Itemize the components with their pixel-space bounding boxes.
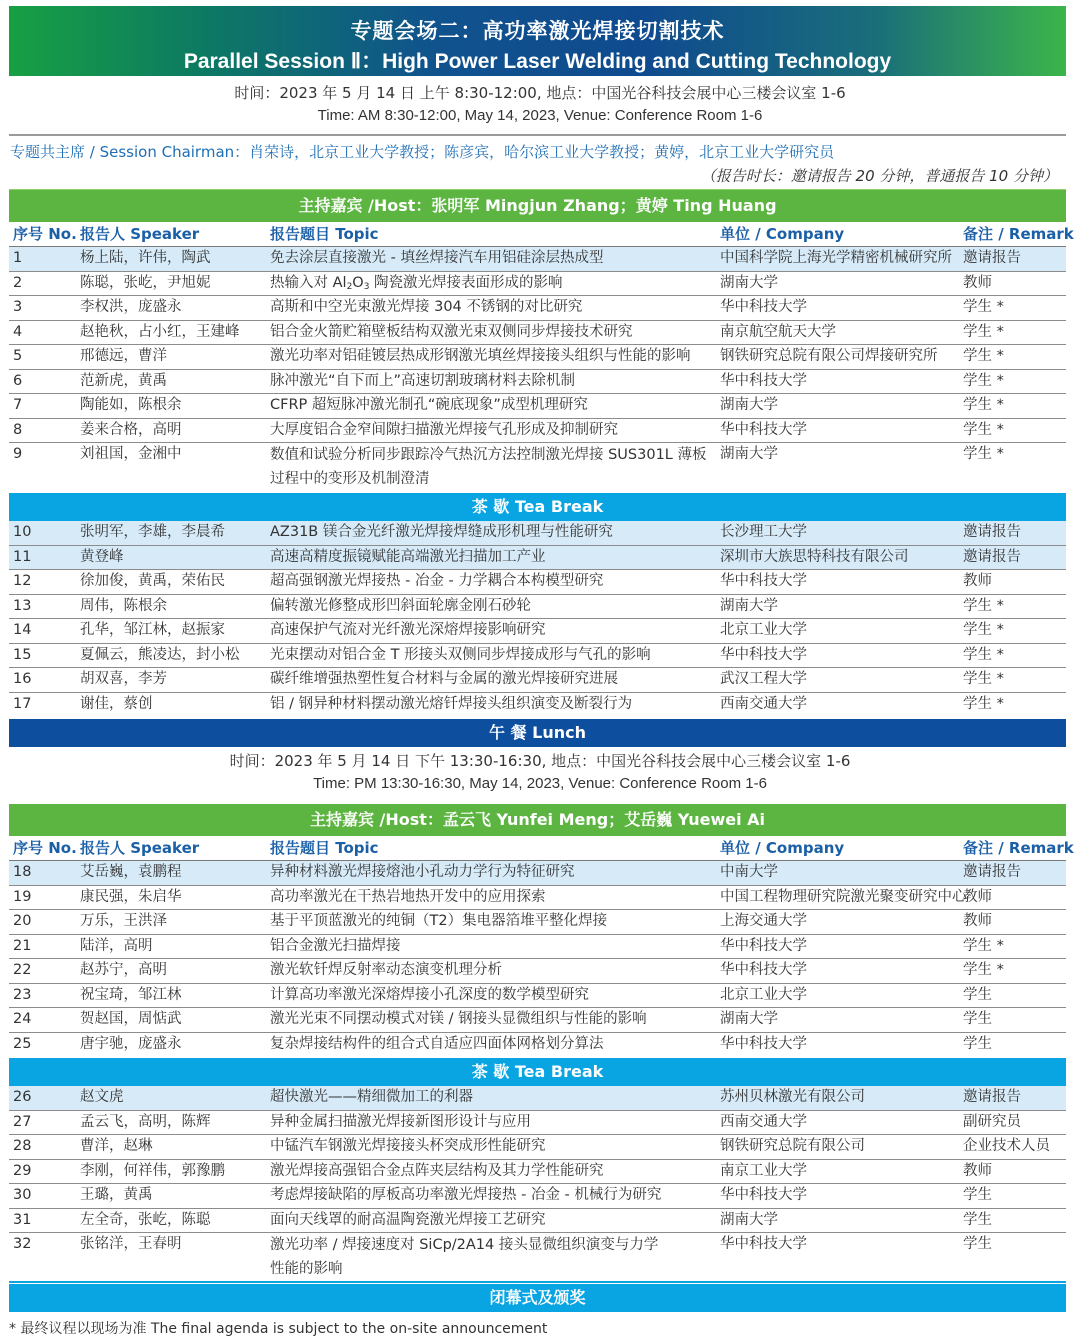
session-chairman: 专题共主席 / Session Chairman：肖荣诗，北京工业大学教授；陈彦宾，哈尔滨工业大学教授；黄婷，北京工业大学研究员 — [10, 143, 835, 161]
row-topic: 考虑焊接缺陷的厚板高功率激光焊接热 - 冶金 - 机械行为研究 — [270, 1187, 662, 1203]
row-speaker: 孟云飞，高明，陈辉 — [80, 1113, 211, 1130]
row-speaker: 贺赵国，周惦武 — [80, 1011, 182, 1027]
row-no: 1 — [13, 250, 23, 266]
row-speaker: 唐宇驰，庞盛永 — [80, 1035, 182, 1052]
row-company: 华中科技大学 — [720, 1035, 807, 1052]
col-remark: 备注 / Remark — [963, 225, 1074, 243]
row-no: 23 — [13, 986, 32, 1003]
col-company: 单位 / Company — [720, 839, 845, 857]
col-topic: 报告题目 Topic — [270, 225, 379, 243]
row-topic: 偏转激光修整成形凹斜面轮廓金刚石砂轮 — [270, 597, 531, 614]
row-no: 29 — [13, 1162, 32, 1179]
row-speaker: 康民强，朱启华 — [80, 888, 182, 905]
row-topic: 大厚度铝合金窄间隙扫描激光焊接气孔形成及抑制研究 — [270, 421, 618, 438]
row-no: 10 — [13, 524, 32, 540]
row-topic: 激光软钎焊反射率动态演变机理分析 — [270, 962, 502, 978]
row-speaker: 赵苏宁，高明 — [80, 962, 167, 978]
row-topic: 数值和试验分析同步跟踪冷气热沉方法控制激光焊接 SUS301L 薄板过程中的变形及机制澄清 — [270, 447, 707, 487]
row-topic: 铝合金激光扫描焊接 — [270, 937, 401, 954]
table-row — [9, 296, 1066, 321]
row-speaker: 周伟，陈根余 — [80, 597, 167, 614]
row-speaker: 徐加俊，黄禹，荣佑民 — [80, 573, 225, 589]
session-banner — [9, 6, 1066, 76]
row-company: 湖南大学 — [720, 274, 778, 291]
host-bar-afternoon: 主持嘉宾 /Host：孟云飞 Yunfei Meng；艾岳巍 Yuewei Ai — [9, 804, 1066, 836]
row-speaker: 夏佩云，熊凌达，封小松 — [80, 646, 240, 663]
row-topic — [270, 272, 563, 299]
row-remark: 学生 — [963, 986, 992, 1003]
row-speaker: 祝宝琦，邹江林 — [80, 986, 182, 1003]
table-row — [9, 419, 1066, 444]
row-topic: 高功率激光在干热岩地热开发中的应用探索 — [270, 888, 546, 905]
row-topic: 免去涂层直接激光 - 填丝焊接汽车用铝硅涂层热成型 — [270, 250, 604, 266]
row-remark: 学生 * — [963, 622, 1004, 638]
table-row — [9, 443, 1066, 492]
row-company: 上海交通大学 — [720, 913, 807, 929]
row-topic: 异种金属扫描激光焊接新图形设计与应用 — [270, 1113, 531, 1130]
row-topic: 异种材料激光焊接熔池小孔动力学行为特征研究 — [270, 864, 575, 880]
row-speaker: 范新虎，黄禹 — [80, 372, 167, 389]
row-no: 32 — [13, 1236, 32, 1252]
table-row — [9, 619, 1066, 644]
row-no: 13 — [13, 597, 32, 614]
tea-break-bar-1: 茶 歇 Tea Break — [9, 493, 1066, 521]
host-bar-morning: 主持嘉宾 /Host：张明军 Mingjun Zhang；黄婷 Ting Huang — [9, 190, 1066, 222]
row-no: 30 — [13, 1187, 32, 1203]
row-remark: 学生 * — [963, 299, 1004, 315]
row-remark: 教师 — [963, 888, 992, 905]
row-speaker: 李权洪，庞盛永 — [80, 299, 182, 315]
row-company: 湖南大学 — [720, 1211, 778, 1228]
row-topic: AZ31B 镁合金光纤激光焊接焊缝成形机理与性能研究 — [270, 524, 613, 540]
table-row — [9, 886, 1066, 911]
row-topic: 铝 / 钢异种材料摆动激光熔钎焊接头组织演变及断裂行为 — [270, 695, 633, 712]
row-speaker: 陶能如，陈根余 — [80, 397, 182, 413]
row-no: 11 — [13, 548, 32, 565]
row-speaker: 杨上陆，许伟，陶武 — [80, 250, 211, 266]
table-row — [9, 1209, 1066, 1234]
topic-subscript: 3 — [363, 281, 370, 292]
table-row — [9, 272, 1066, 297]
row-company: 苏州贝林激光有限公司 — [720, 1089, 865, 1105]
row-company: 华中科技大学 — [720, 573, 807, 589]
row-remark: 学生 * — [963, 671, 1004, 687]
col-no: 序号 No. — [13, 225, 77, 243]
row-remark: 邀请报告 — [963, 548, 1021, 565]
row-no: 18 — [13, 864, 32, 880]
row-company: 湖南大学 — [720, 446, 778, 462]
col-remark: 备注 / Remark — [963, 839, 1074, 857]
table-row — [9, 1111, 1066, 1136]
row-speaker: 黄登峰 — [80, 548, 124, 565]
row-topic: 光束摆动对铝合金 T 形接头双侧同步焊接成形与气孔的影响 — [270, 646, 651, 663]
row-company: 长沙理工大学 — [720, 524, 807, 540]
row-company: 湖南大学 — [720, 397, 778, 413]
row-remark: 学生 * — [963, 597, 1004, 614]
table-row — [9, 935, 1066, 960]
row-remark: 学生 * — [963, 646, 1004, 663]
table-row — [9, 595, 1066, 620]
row-company: 华中科技大学 — [720, 1187, 807, 1203]
row-company: 湖南大学 — [720, 1011, 778, 1027]
row-company: 西南交通大学 — [720, 695, 807, 712]
row-company: 华中科技大学 — [720, 962, 807, 978]
divider — [9, 134, 1066, 136]
row-topic: 激光功率 / 焊接速度对 SiCp/2A14 接头显微组织演变与力学性能的影响 — [270, 1237, 659, 1277]
row-remark: 学生 * — [963, 348, 1004, 364]
row-company: 中南大学 — [720, 864, 778, 880]
table-row — [9, 644, 1066, 669]
row-remark: 学生 * — [963, 937, 1004, 954]
col-company: 单位 / Company — [720, 225, 845, 243]
row-speaker: 张明军，李雄，李晨希 — [80, 524, 225, 540]
row-remark: 企业技术人员 — [963, 1138, 1050, 1154]
row-speaker: 胡双喜，李芳 — [80, 671, 167, 687]
row-no: 24 — [13, 1011, 32, 1027]
table-row — [9, 321, 1066, 346]
col-speaker: 报告人 Speaker — [80, 839, 200, 857]
topic-subscript: 2 — [346, 281, 353, 292]
row-speaker: 张铭洋，王春明 — [80, 1236, 182, 1252]
table-row — [9, 546, 1066, 571]
row-speaker: 孔华，邹江林，赵振家 — [80, 622, 225, 638]
row-remark: 教师 — [963, 913, 992, 929]
row-company: 中国工程物理研究院激光聚变研究中心 — [720, 888, 967, 905]
row-no: 7 — [13, 397, 23, 413]
row-company: 华中科技大学 — [720, 372, 807, 389]
table-row — [9, 345, 1066, 370]
row-company: 钢铁研究总院有限公司 — [720, 1138, 865, 1154]
row-topic: 碳纤维增强热塑性复合材料与金属的激光焊接研究进展 — [270, 671, 618, 687]
duration-note: （报告时长：邀请报告 20 分钟，普通报告 10 分钟） — [700, 167, 1058, 185]
col-no: 序号 No. — [13, 839, 77, 857]
row-topic: 复杂焊接结构件的组合式自适应四面体网格划分算法 — [270, 1035, 604, 1052]
row-remark: 邀请报告 — [963, 524, 1021, 540]
table-row — [9, 959, 1066, 984]
row-topic: CFRP 超短脉冲激光制孔“碗底现象”成型机理研究 — [270, 397, 588, 413]
table-row — [9, 394, 1066, 419]
topic-part: 热输入对 Al — [270, 274, 347, 291]
row-topic: 铝合金火箭贮箱壁板结构双激光束双侧同步焊接技术研究 — [270, 323, 633, 340]
row-topic: 激光焊接高强铝合金点阵夹层结构及其力学性能研究 — [270, 1162, 604, 1179]
row-company: 南京航空航天大学 — [720, 323, 836, 340]
row-no: 20 — [13, 913, 32, 929]
row-topic: 高速高精度振镜赋能高端激光扫描加工产业 — [270, 548, 546, 565]
row-topic: 计算高功率激光深熔焊接小孔深度的数学模型研究 — [270, 986, 589, 1003]
row-remark: 学生 * — [963, 372, 1004, 389]
row-speaker: 陈聪，张屹，尹旭妮 — [80, 274, 211, 291]
table-row — [9, 910, 1066, 935]
row-remark: 学生 — [963, 1035, 992, 1052]
row-no: 9 — [13, 446, 23, 462]
row-remark: 教师 — [963, 1162, 992, 1179]
row-speaker: 谢佳，蔡创 — [80, 695, 153, 712]
row-topic: 超高强钢激光焊接热 - 冶金 - 力学耦合本构模型研究 — [270, 573, 604, 589]
row-remark: 学生 — [963, 1187, 992, 1203]
row-topic: 基于平顶蓝激光的纯铜（T2）集电器箔堆平整化焊接 — [270, 913, 608, 929]
row-company: 华中科技大学 — [720, 1236, 807, 1252]
row-no: 15 — [13, 646, 32, 663]
row-speaker: 邢德远，曹洋 — [80, 348, 167, 364]
row-no: 31 — [13, 1211, 32, 1228]
row-remark: 学生 — [963, 1236, 992, 1252]
table-row — [9, 984, 1066, 1009]
row-remark: 学生 * — [963, 695, 1004, 712]
row-speaker: 左全奇，张屹，陈聪 — [80, 1211, 211, 1228]
row-company: 华中科技大学 — [720, 299, 807, 315]
row-remark: 学生 — [963, 1211, 992, 1228]
footnote: * 最终议程以现场为准 The final agenda is subject to the on-site announcement — [9, 1321, 548, 1337]
afternoon-time-en: Time: PM 13:30-16:30, May 14, 2023, Venue: Conference Room 1-6 — [313, 775, 767, 792]
row-remark: 学生 * — [963, 323, 1004, 340]
table-row — [9, 1233, 1066, 1283]
table-row — [9, 247, 1066, 272]
col-topic: 报告题目 Topic — [270, 839, 379, 857]
row-no: 3 — [13, 299, 23, 315]
row-topic: 脉冲激光“自下而上”高速切割玻璃材料去除机制 — [270, 372, 576, 389]
row-no: 17 — [13, 695, 32, 712]
row-no: 16 — [13, 671, 32, 687]
tea-break-bar-2: 茶 歇 Tea Break — [9, 1058, 1066, 1086]
row-company: 华中科技大学 — [720, 646, 807, 663]
row-company: 钢铁研究总院有限公司焊接研究所 — [720, 348, 938, 364]
row-speaker: 刘祖国，金湘中 — [80, 446, 182, 462]
row-no: 22 — [13, 962, 32, 978]
table-row — [9, 1008, 1066, 1033]
row-topic: 高斯和中空光束激光焊接 304 不锈钢的对比研究 — [270, 299, 583, 315]
row-topic: 中锰汽车钢激光焊接接头杯突成形性能研究 — [270, 1138, 546, 1154]
row-no: 21 — [13, 937, 32, 954]
row-topic: 激光光束不同摆动模式对镁 / 钢接头显微组织与性能的影响 — [270, 1011, 647, 1027]
row-topic: 高速保护气流对光纤激光深熔焊接影响研究 — [270, 622, 546, 638]
row-company: 北京工业大学 — [720, 986, 807, 1003]
row-company: 西南交通大学 — [720, 1113, 807, 1130]
closing-ceremony-bar: 闭幕式及颁奖 — [9, 1284, 1066, 1312]
row-company: 华中科技大学 — [720, 421, 807, 438]
table-row — [9, 861, 1066, 886]
row-no: 2 — [13, 274, 23, 291]
row-remark: 副研究员 — [963, 1113, 1021, 1130]
topic-part: O — [352, 274, 364, 291]
row-speaker: 李刚，何祥伟，郭豫鹏 — [80, 1162, 225, 1179]
row-no: 25 — [13, 1035, 32, 1052]
table-row — [9, 1033, 1066, 1058]
row-company: 华中科技大学 — [720, 937, 807, 954]
row-company: 南京工业大学 — [720, 1162, 807, 1179]
row-remark: 邀请报告 — [963, 864, 1021, 880]
row-remark: 教师 — [963, 573, 992, 589]
row-speaker: 艾岳巍，袁鹏程 — [80, 864, 182, 880]
row-remark: 教师 — [963, 274, 992, 291]
row-speaker: 曹洋，赵琳 — [80, 1138, 153, 1154]
row-remark: 邀请报告 — [963, 250, 1021, 266]
row-remark: 学生 * — [963, 397, 1004, 413]
table-row — [9, 1160, 1066, 1185]
session-title-cn: 专题会场二：高功率激光焊接切割技术 — [350, 19, 725, 43]
topic-part: 陶瓷激光焊接表面形成的影响 — [369, 274, 563, 291]
row-company: 湖南大学 — [720, 597, 778, 614]
row-topic: 激光功率对铝硅镀层热成形钢激光填丝焊接接头组织与性能的影响 — [270, 348, 691, 364]
session-title-en: Parallel Session Ⅱ：High Power Laser Welding and Cutting Technology — [183, 50, 892, 73]
row-no: 14 — [13, 622, 32, 638]
row-no: 28 — [13, 1138, 32, 1154]
table-row — [9, 668, 1066, 693]
row-speaker: 赵艳秋，占小红，王建峰 — [80, 323, 240, 340]
row-no: 4 — [13, 323, 23, 340]
row-topic: 面向天线罩的耐高温陶瓷激光焊接工艺研究 — [270, 1211, 546, 1228]
table-header — [9, 836, 1074, 862]
row-speaker: 陆洋，高明 — [80, 937, 153, 954]
row-company: 北京工业大学 — [720, 622, 807, 638]
row-company: 深圳市大族思特科技有限公司 — [720, 548, 909, 565]
table-row — [9, 1086, 1066, 1111]
row-speaker: 姜来合格，高明 — [80, 421, 182, 438]
table-header — [9, 222, 1074, 248]
row-remark: 学生 * — [963, 962, 1004, 978]
row-no: 8 — [13, 421, 23, 438]
table-row — [9, 370, 1066, 395]
table-row — [9, 1184, 1066, 1209]
row-company: 中国科学院上海光学精密机械研究所 — [720, 250, 952, 266]
row-topic: 超快激光——精细微加工的利器 — [270, 1089, 473, 1105]
row-speaker: 王璐，黄禹 — [80, 1187, 153, 1203]
morning-time-cn: 时间：2023 年 5 月 14 日 上午 8:30-12:00, 地点：中国光谷科技会展中心三楼会议室 1-6 — [234, 84, 846, 102]
table-row — [9, 693, 1066, 718]
row-no: 19 — [13, 888, 32, 905]
morning-time-en: Time: AM 8:30-12:00, May 14, 2023, Venue: Conference Room 1-6 — [317, 107, 763, 124]
row-no: 6 — [13, 372, 23, 389]
table-row — [9, 521, 1066, 546]
lunch-bar: 午 餐 Lunch — [9, 719, 1066, 747]
col-speaker: 报告人 Speaker — [80, 225, 200, 243]
row-no: 12 — [13, 573, 32, 589]
table-row — [9, 570, 1066, 595]
table-row — [9, 1135, 1066, 1160]
afternoon-time-cn: 时间：2023 年 5 月 14 日 下午 13:30-16:30, 地点：中国光谷科技会展中心三楼会议室 1-6 — [229, 752, 851, 770]
row-speaker: 万乐，王洪泽 — [80, 913, 167, 929]
row-no: 26 — [13, 1089, 32, 1105]
row-company: 武汉工程大学 — [720, 671, 807, 687]
row-speaker: 赵文虎 — [80, 1089, 124, 1105]
row-no: 27 — [13, 1113, 32, 1130]
row-no: 5 — [13, 348, 23, 364]
row-remark: 学生 * — [963, 421, 1004, 438]
row-remark: 学生 — [963, 1011, 992, 1027]
row-remark: 学生 * — [963, 446, 1004, 462]
row-remark: 邀请报告 — [963, 1089, 1021, 1105]
